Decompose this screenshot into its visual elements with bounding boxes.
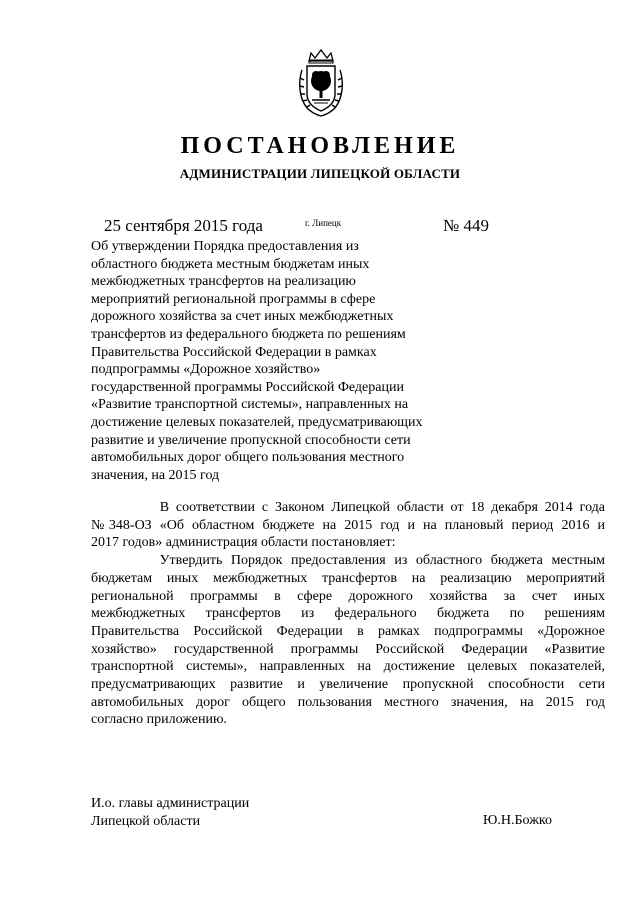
subject-line: дорожного хозяйства за счет иных межбюджетных xyxy=(91,309,394,325)
subject-line: «Развитие транспортной системы», направленных на xyxy=(91,397,409,413)
subject-line: подпрограммы «Дорожное хозяйство» xyxy=(91,362,321,378)
body-line: 2017 годов» администрация области постановляет: xyxy=(91,535,396,551)
subject-line: Об утверждении Порядка предоставления из xyxy=(91,239,359,254)
subject-line: мероприятий региональной программы в сфере xyxy=(91,291,376,307)
issuing-authority: АДМИНИСТРАЦИИ ЛИПЕЦКОЙ ОБЛАСТИ xyxy=(179,166,461,181)
subject-line: государственной программы Российской Федерации xyxy=(91,379,404,395)
body-line: согласно приложению. xyxy=(91,712,227,728)
document-city: г. Липецк xyxy=(305,218,342,228)
body-line: автомобильных дорог общего пользования местного значения, на 2015 год xyxy=(91,694,605,710)
body-line: региональной программы в сфере дорожного хозяйства за счет иных xyxy=(91,588,605,604)
subject-line: достижение целевых показателей, предусматривающих xyxy=(91,414,423,430)
document-title: ПОСТАНОВЛЕНИЕ xyxy=(180,133,460,159)
subject-line: трансфертов из федерального бюджета по решениям xyxy=(91,326,406,342)
body-line: хозяйство» государственной программы Российской Федерации «Развитие xyxy=(91,641,605,657)
subject-line: развитие и увеличение пропускной способности сети xyxy=(91,432,411,448)
body-line: транспортной системы», направленных на достижение целевых показателей, xyxy=(91,659,605,675)
subject-line: Правительства Российской Федерации в рамках xyxy=(91,344,377,360)
subject-line: областного бюджета местным бюджетам иных xyxy=(91,256,370,272)
document-body xyxy=(91,499,605,729)
body-line: В соответствии с Законом Липецкой области от 18 декабря 2014 года xyxy=(91,500,605,515)
document-number: № 449 xyxy=(443,216,489,235)
subject-line: значения, на 2015 год xyxy=(91,467,220,483)
body-line: предусматривающих развитие и увеличение пропускной способности сети xyxy=(91,677,605,693)
body-line: межбюджетных трансфертов из федерального бюджета по решениям xyxy=(91,606,605,622)
body-line: Правительства Российской Федерации в рамках подпрограммы «Дорожное xyxy=(91,623,605,639)
subject-line: межбюджетных трансфертов на реализацию xyxy=(91,274,356,290)
body-line: бюджетам иных межбюджетных трансфертов на реализацию мероприятий xyxy=(91,570,605,586)
document-date: 25 сентября 2015 года xyxy=(104,216,263,235)
signatory-name: Ю.Н.Божко xyxy=(483,813,552,828)
body-line: Утвердить Порядок предоставления из областного бюджета местным xyxy=(91,553,605,569)
coat-of-arms-icon xyxy=(295,48,347,118)
signatory-position xyxy=(91,795,249,831)
document-subject xyxy=(91,238,451,484)
signatory-position-line: Липецкой области xyxy=(91,814,201,829)
subject-line: автомобильных дорог общего пользования местного xyxy=(91,450,405,466)
signatory-position-line: И.о. главы администрации xyxy=(91,796,250,811)
body-line: №348-ОЗ «Об областном бюджете на 2015 год и на плановый период 2016 и xyxy=(91,517,605,533)
